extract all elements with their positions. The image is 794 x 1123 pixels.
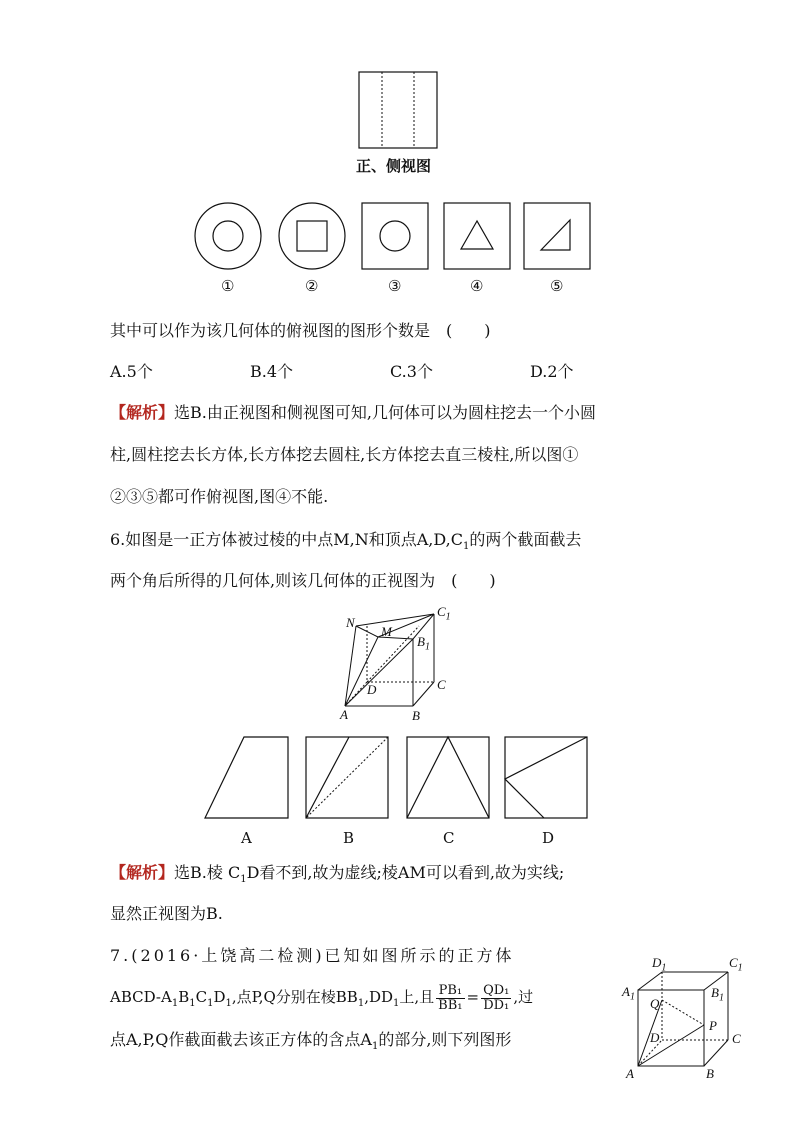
q6-label-c: C bbox=[437, 677, 446, 692]
top-view-4 bbox=[444, 203, 510, 269]
q6-option-b-figure bbox=[306, 737, 388, 818]
front-side-view-caption: 正、侧视图 bbox=[356, 157, 432, 175]
q6-question-line-2: 两个角后所得的几何体,则该几何体的正视图为 ( ) bbox=[110, 571, 496, 590]
q6-label-m: M bbox=[381, 624, 392, 639]
q7-question-line-1: 7.(2016·上饶高二检测)已知如图所示的正方体 bbox=[110, 946, 515, 965]
q5-analysis-tag: 【解析】 bbox=[110, 403, 175, 422]
q5-question: 其中可以作为该几何体的俯视图的图形个数是 ( ) bbox=[110, 321, 491, 340]
q7-fraction-pb1-bb1: $\frac{\text{PB₁}}{\text{BB₁}}$ bbox=[438, 982, 463, 1013]
q6-option-label-b: B bbox=[343, 829, 355, 847]
q7-fraction-qd1-dd1: $\frac{\text{QD₁}}{\text{DD₁}}$ bbox=[483, 982, 510, 1013]
top-view-1 bbox=[195, 203, 261, 269]
q7-label-q: Q bbox=[650, 996, 660, 1011]
q5-option-a: A.5个 bbox=[110, 362, 153, 381]
q6-label-n: N bbox=[346, 615, 355, 630]
q6-option-label-d: D bbox=[542, 829, 555, 847]
q6-label-b1: $B_1$ bbox=[417, 634, 430, 653]
q7-question-line-2: ABCD-$A_1B_1C_1D_1$,点P,Q分别在棱$BB_1,DD_1$上,且 $\frac{\text{PB₁}}{\text{BB₁}}$ = $\frac{\text{QD₁}}{\text{DD₁}}$ ,过 bbox=[110, 982, 534, 1013]
q5-option-b: B.4个 bbox=[250, 362, 294, 381]
q6-option-a-figure bbox=[205, 737, 288, 818]
q7-label-b1: $B_1$ bbox=[711, 985, 724, 1004]
q7-label-c: C bbox=[732, 1031, 741, 1046]
q6-label-a: A bbox=[340, 707, 348, 722]
q6-label-d: D bbox=[367, 682, 377, 697]
top-view-label-5: ⑤ bbox=[550, 277, 564, 295]
q6-analysis-line-1: 【解析】选B.棱 $C_1D$看不到,故为虚线;棱AM可以看到,故为实线; bbox=[110, 863, 565, 886]
q7-label-d: D bbox=[650, 1030, 660, 1045]
top-view-label-2: ② bbox=[305, 277, 319, 295]
q5-analysis-line-3: ②③⑤都可作俯视图,图④不能. bbox=[110, 487, 329, 506]
q7-label-a: A bbox=[626, 1066, 634, 1081]
q7-label-d1: $D_1$ bbox=[652, 955, 667, 974]
q7-label-c1: $C_1$ bbox=[729, 955, 743, 974]
top-view-2 bbox=[279, 203, 345, 269]
top-view-label-3: ③ bbox=[388, 277, 402, 295]
q5-analysis-line-1: 【解析】选B.由正视图和侧视图可知,几何体可以为圆柱挖去一个小圆 bbox=[110, 403, 596, 422]
q5-analysis-line-2: 柱,圆柱挖去长方体,长方体挖去圆柱,长方体挖去直三棱柱,所以图① bbox=[110, 445, 579, 464]
q6-analysis-line-2: 显然正视图为B. bbox=[110, 904, 223, 923]
top-view-3 bbox=[362, 203, 428, 269]
top-view-5 bbox=[524, 203, 590, 269]
q7-label-p: P bbox=[709, 1018, 717, 1033]
q6-option-c-figure bbox=[407, 737, 489, 818]
q7-label-a1: $A_1$ bbox=[622, 984, 635, 1003]
q6-analysis-tag: 【解析】 bbox=[110, 863, 175, 882]
q6-option-label-a: A bbox=[241, 829, 252, 847]
q5-option-d: D.2个 bbox=[530, 362, 574, 381]
top-view-label-4: ④ bbox=[470, 277, 484, 295]
q5-option-c: C.3个 bbox=[390, 362, 433, 381]
q6-question-line-1: 6.如图是一正方体被过棱的中点M,N和顶点$A,D,C_1$的两个截面截去 bbox=[110, 530, 582, 553]
top-view-label-1: ① bbox=[221, 277, 235, 295]
q7-label-b: B bbox=[706, 1066, 714, 1081]
q7-question-line-3: 点A,P,Q作截面截去该正方体的含点$A_1$的部分,则下列图形 bbox=[110, 1030, 512, 1053]
q6-option-d-figure bbox=[505, 737, 587, 818]
q6-label-b: B bbox=[412, 708, 420, 723]
q6-option-label-c: C bbox=[443, 829, 455, 847]
q6-label-c1: $C_1$ bbox=[437, 604, 451, 623]
